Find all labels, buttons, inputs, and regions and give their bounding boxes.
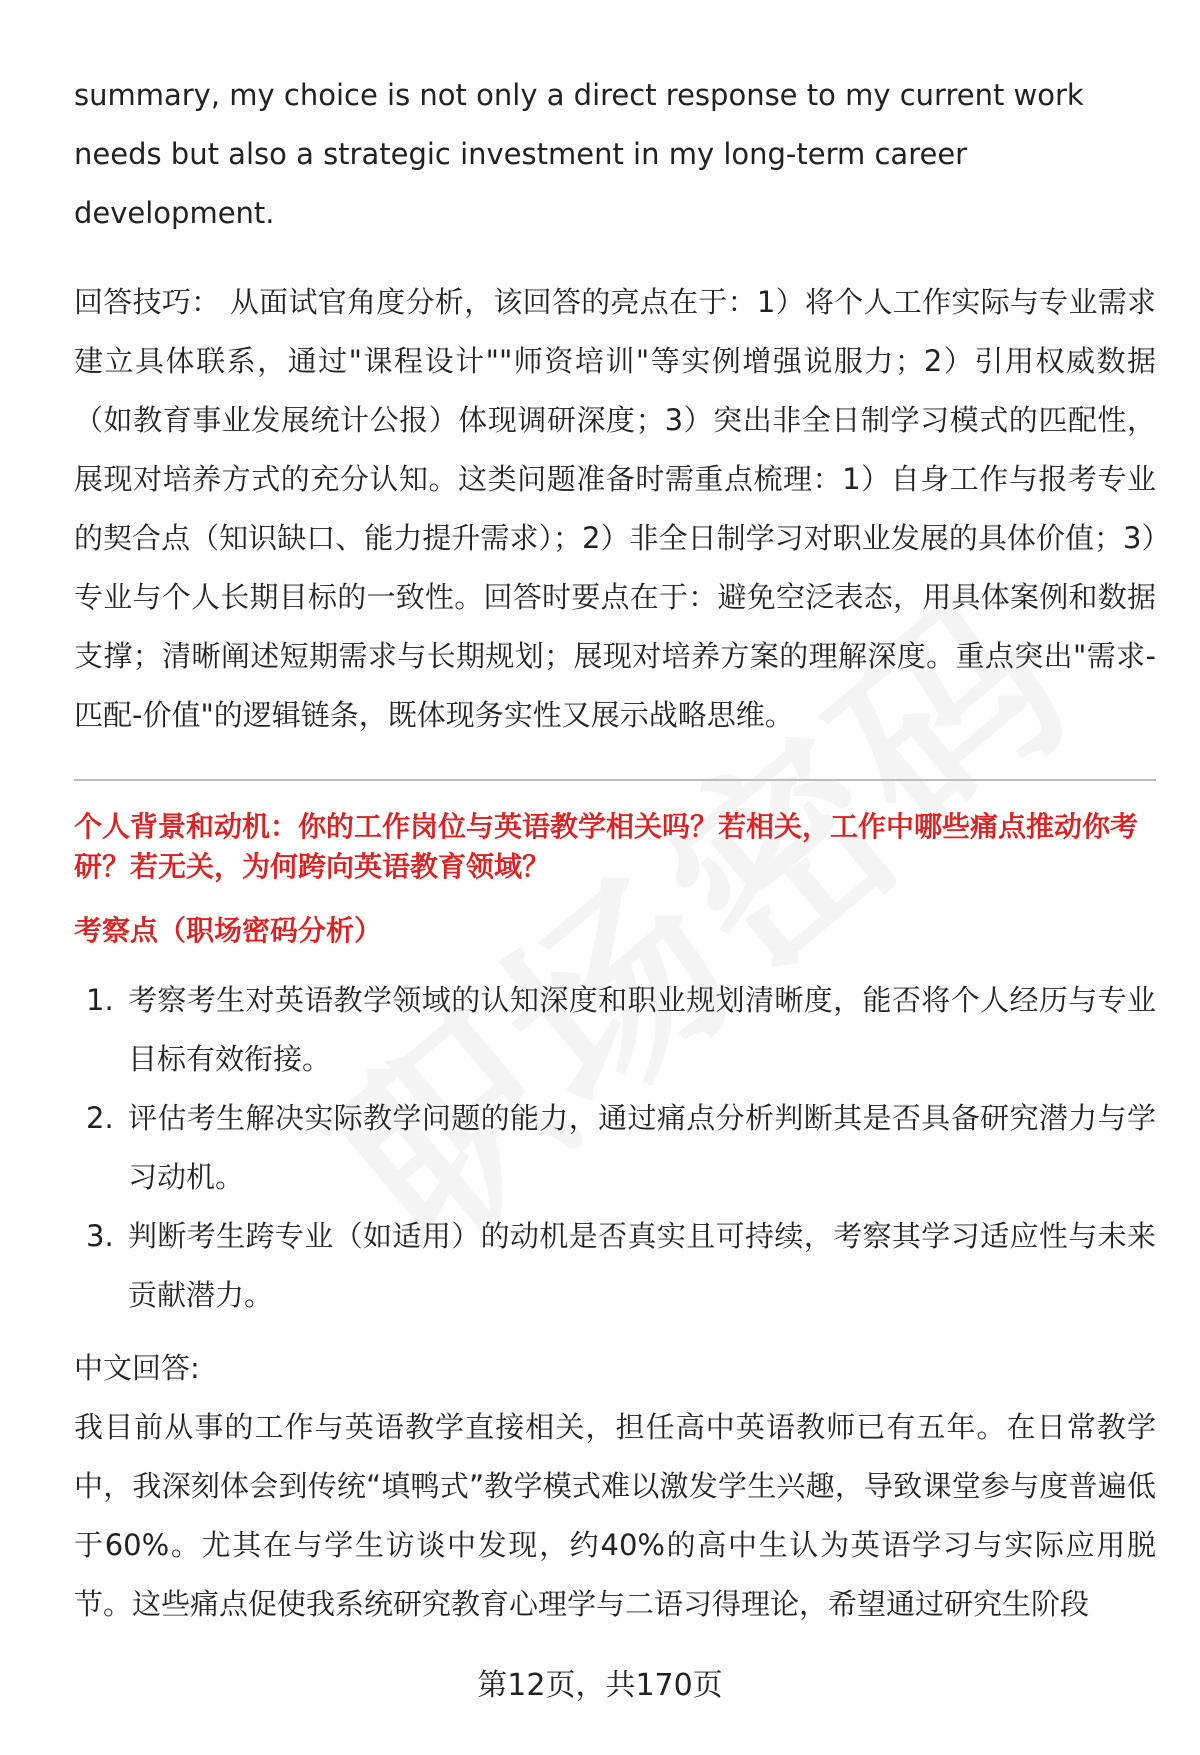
question-heading: 个人背景和动机：你的工作岗位与英语教学相关吗？若相关，工作中哪些痛点推动你考研？若无关，为何跨向英语教育领域？ — [74, 810, 1139, 883]
chinese-answer-label: 中文回答: — [74, 1351, 200, 1385]
answer-tips-paragraph: 回答技巧： 从面试官角度分析，该回答的亮点在于：1）将个人工作实际与专业需求建立具体联系，通过"课程设计""师资培训"等实例增强说服力；2）引用权威数据（如教育事业发展统计公报）体现调研深度；3）突出非全日制学习模式的匹配性，展现对培养方式的充分认知。这类问题准备时需重点梳理：1）自身工作与报考专业的契合点（知识缺口、能力提升需求）；2）非全日制学习对职业发展的具体价值；3）专业与个人长期目标的一致性。回答时要点在于：避免空泛表态，用具体案例和数据支撑；清晰阐述短期需求与长期规划；展现对培养方案的理解深度。重点突出"需求-匹配-价值"的逻辑链条，既体现务实性又展示战略思维。 — [74, 285, 1156, 732]
list-item — [74, 1207, 1156, 1325]
page-number-footer: 第12页，共170页 — [477, 1668, 723, 1703]
chinese-answer-paragraph: 我目前从事的工作与英语教学直接相关，担任高中英语教师已有五年。在日常教学中，我深刻体会到传统“填鸭式”教学模式难以激发学生兴趣，导致课堂参与度普遍低于60%。尤其在与学生访谈中发现，约40%的高中生认为英语学习与实际应用脱节。这些痛点促使我系统研究教育心理学与二语习得理论，希望通过研究生阶段 — [74, 1410, 1156, 1621]
list-item-text: 考察考生对英语教学领域的认知深度和职业规划清晰度，能否将个人经历与专业目标有效衔接。 — [128, 983, 1156, 1076]
list-item — [74, 971, 1156, 1089]
intro-english-paragraph: summary, my choice is not only a direct response to my current work needs but also a strategic investment in my long-term career development. — [74, 78, 1084, 230]
page-content — [74, 66, 1156, 1634]
list-item-number: 1. — [86, 983, 114, 1017]
list-item-number: 3. — [86, 1219, 114, 1253]
list-item-text: 评估考生解决实际教学问题的能力，通过痛点分析判断其是否具备研究潜力与学习动机。 — [128, 1101, 1156, 1194]
assessment-points-list — [74, 971, 1156, 1325]
section-divider — [74, 779, 1156, 781]
assessment-points-heading: 考察点（职场密码分析） — [74, 914, 383, 947]
list-item-number: 2. — [86, 1101, 114, 1135]
list-item — [74, 1089, 1156, 1207]
list-item-text: 判断考生跨专业（如适用）的动机是否真实且可持续，考察其学习适应性与未来贡献潜力。 — [128, 1219, 1156, 1312]
